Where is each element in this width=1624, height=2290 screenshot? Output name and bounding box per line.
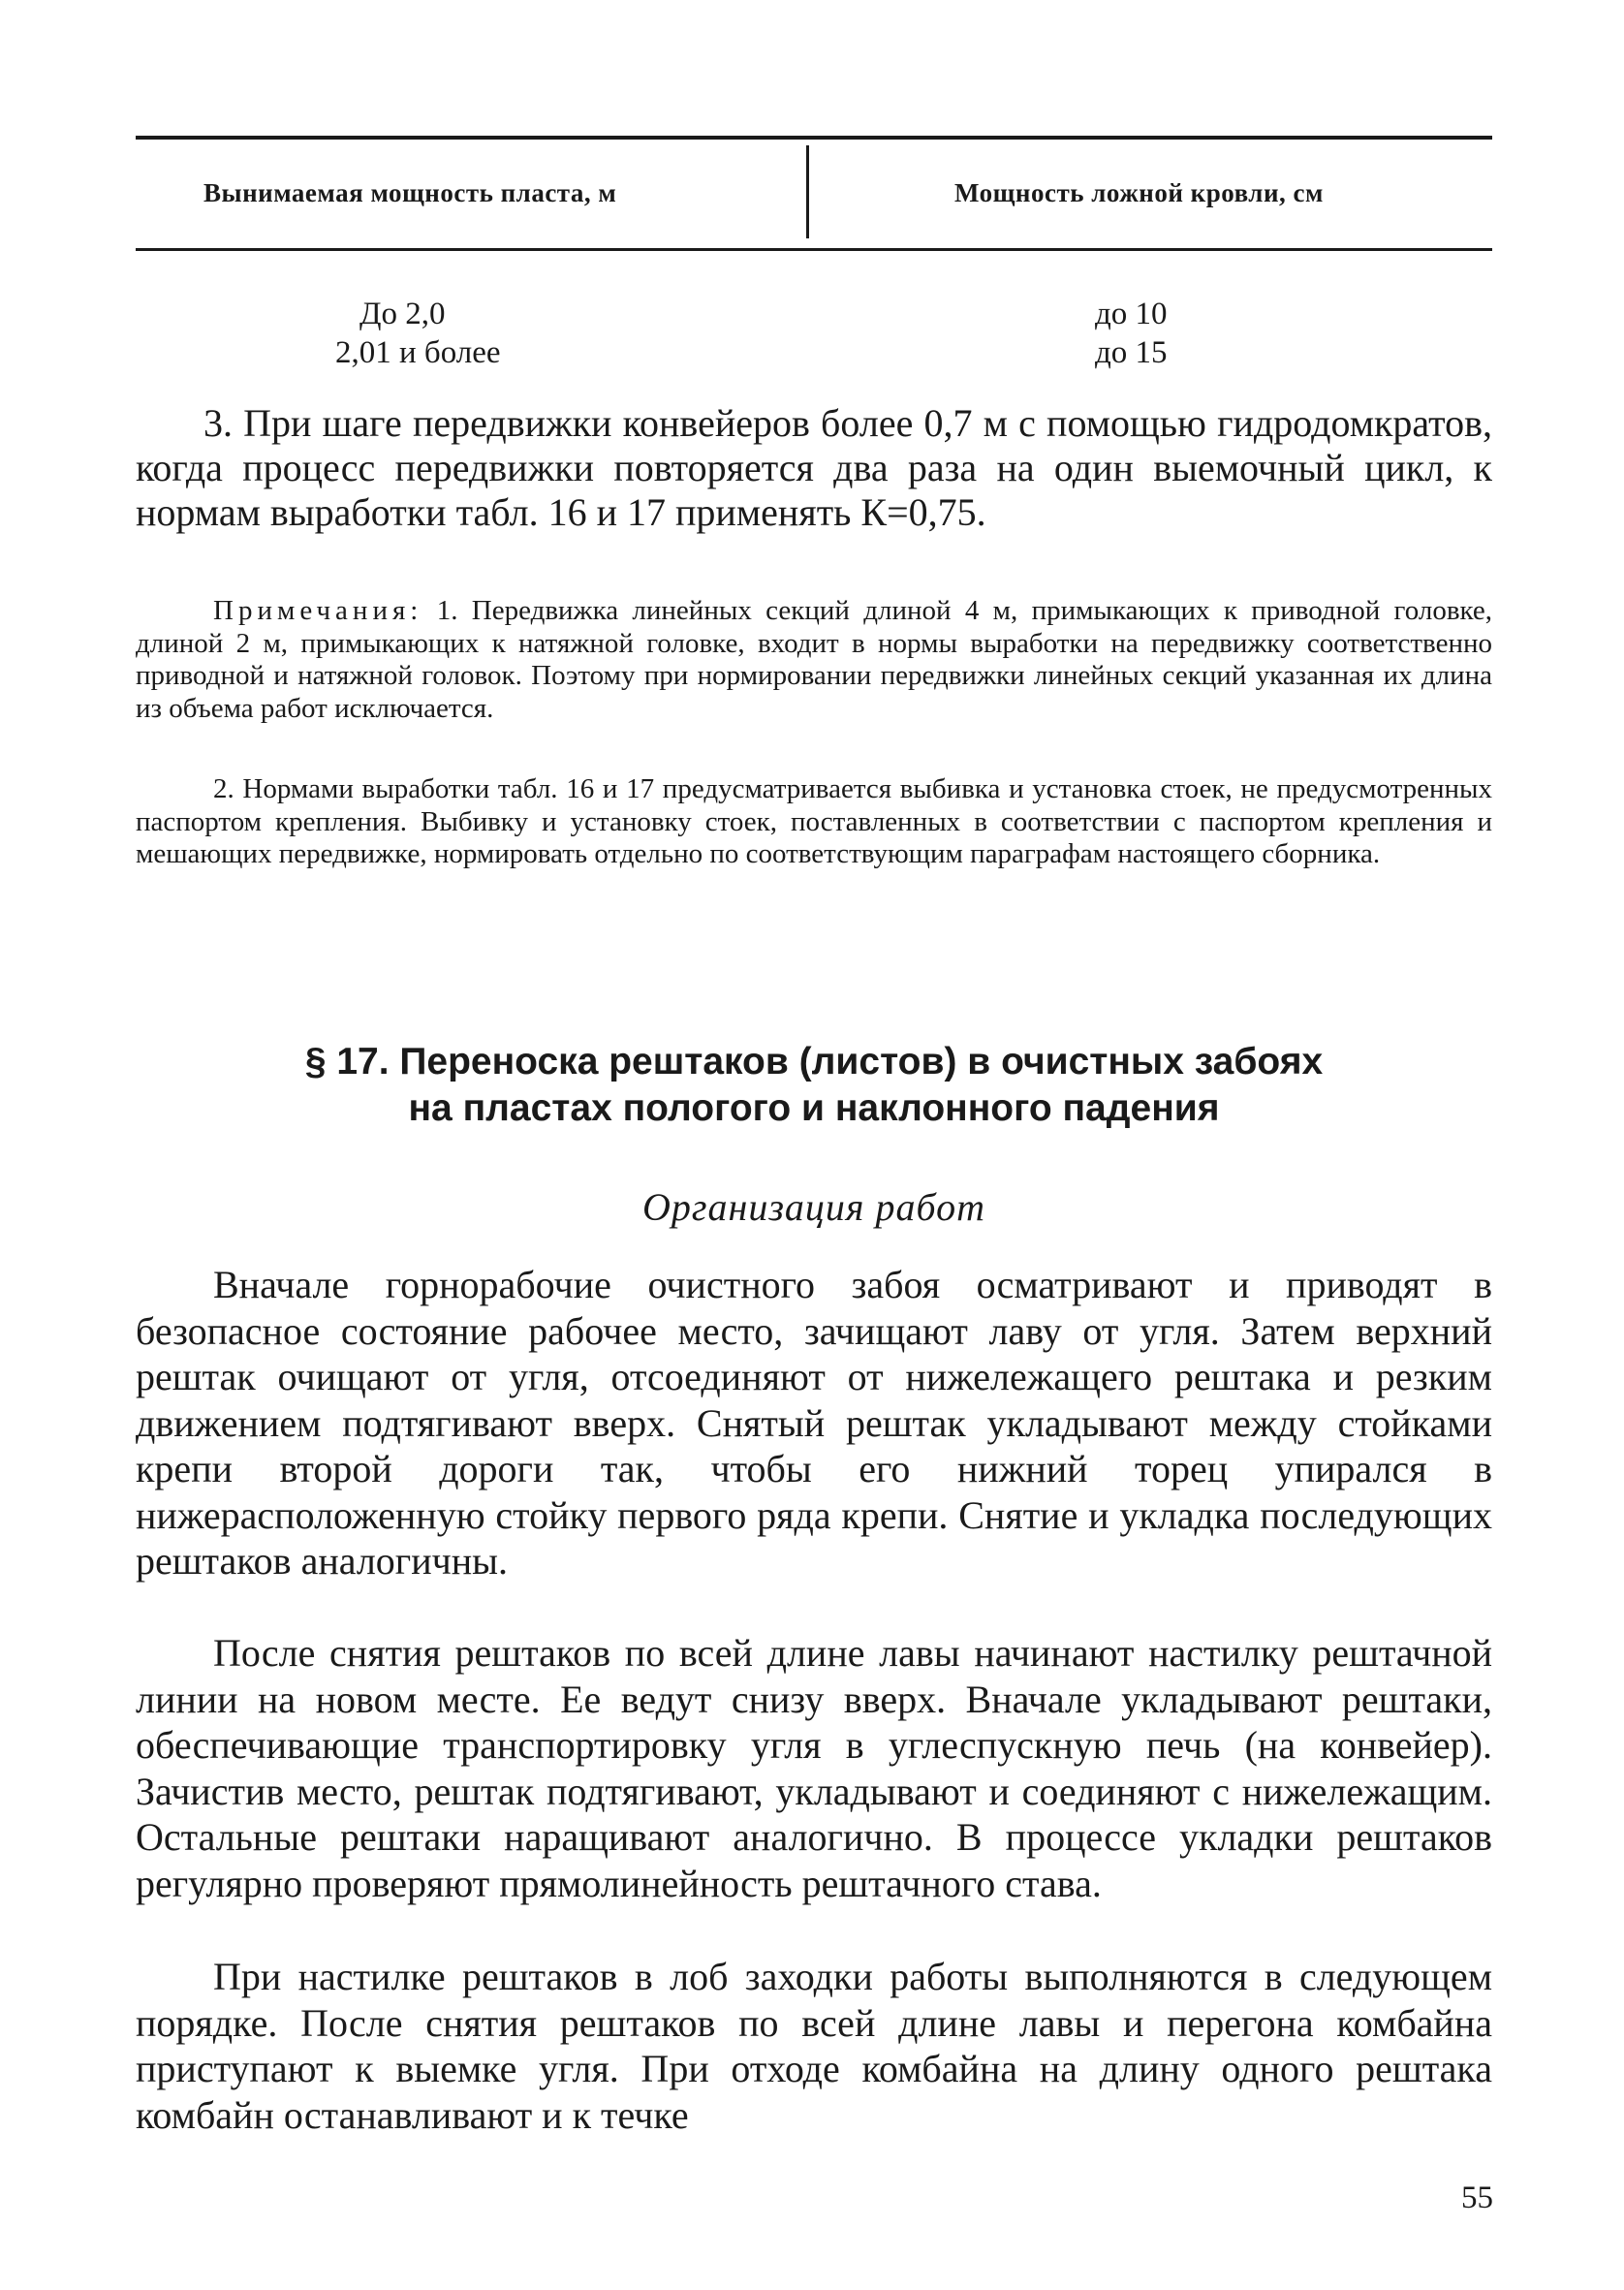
table-top-rule (136, 136, 1492, 140)
section-subtitle: Организация работ (641, 1185, 985, 1229)
note-1 (136, 595, 1492, 725)
section-title-line-2: на пластах пологого и наклонного падения (408, 1087, 1220, 1129)
table-header-thickness: Вынимаемая мощность пласта, м (203, 178, 617, 207)
note-1-text: 1. Передвижка линейных секций длиной 4 м, примыкающих к приводной головке, длиной 2 м, примыкающих к натяжной головке, входит в нормы выработки на передвижку соответственно приводной и натяжной головок. Поэтому при нормировании передвижки линейных секций указанная их длина из объема работ исключается. (136, 595, 1492, 724)
table-cell: До 2,0 (359, 297, 446, 331)
table-header-false-roof: Мощность ложной кровли, см (954, 178, 1324, 207)
body-paragraph: Вначале горнорабочие очистного забоя осматривают и приводят в безопасное состояние рабочее место, зачищают лаву от угля. Затем верхний рештак очищают от угля, отсоединяют от нижележащего рештака и резким движением подтягивают вверх. Снятый рештак укладывают между стойками крепи второй дороги так, чтобы его нижний торец упирался в нижерасположенную стойку первого ряда крепи. Снятие и укладка последующих рештаков аналогичны. (136, 1263, 1492, 1583)
note-2: 2. Нормами выработки табл. 16 и 17 предусматривается выбивка и установка стоек, не предусмотренных паспортом крепления. Выбивку и установку стоек, поставленных в соответствии с паспортом крепления и мешающих передвижке, нормировать отдельно по соответствующим параграфам настоящего сборника. (136, 773, 1492, 869)
table-cell: до 15 (1095, 335, 1168, 370)
table-cell: до 10 (1095, 297, 1168, 331)
notes-label: Примечания: (213, 595, 423, 626)
section-title-line-1: § 17. Переноска рештаков (листов) в очистных забоях (304, 1041, 1324, 1082)
page-number: 55 (1461, 2180, 1493, 2215)
item-3-paragraph: 3. При шаге передвижки конвейеров более 0,7 м с помощью гидродомкратов, когда процесс передвижки повторяется два раза на один выемочный цикл, к нормам выработки табл. 16 и 17 применять К=0,75. (136, 401, 1492, 534)
table-cell: 2,01 и более (335, 335, 501, 370)
body-paragraph: При настилке рештаков в лоб заходки работы выполняются в следующем порядке. После снятия рештаков по всей длине лавы и перегона комбайна приступают к выемке угля. При отходе комбайна на длину одного рештака комбайн останавливают и к течке (136, 1955, 1492, 2137)
table-column-separator (806, 145, 809, 238)
body-paragraph: После снятия рештаков по всей длине лавы начинают настилку рештачной линии на новом месте. Ее ведут снизу вверх. Вначале укладывают рештаки, обеспечивающие транспортировку угля в углеспускную печь (на конвейер). Зачистив место, рештак подтягивают, укладывают и соединяют с нижележащим. Остальные рештаки наращивают аналогично. В процессе укладки рештаков регулярно проверяют прямолинейность рештачного става. (136, 1631, 1492, 1905)
table-header-rule (136, 248, 1492, 251)
